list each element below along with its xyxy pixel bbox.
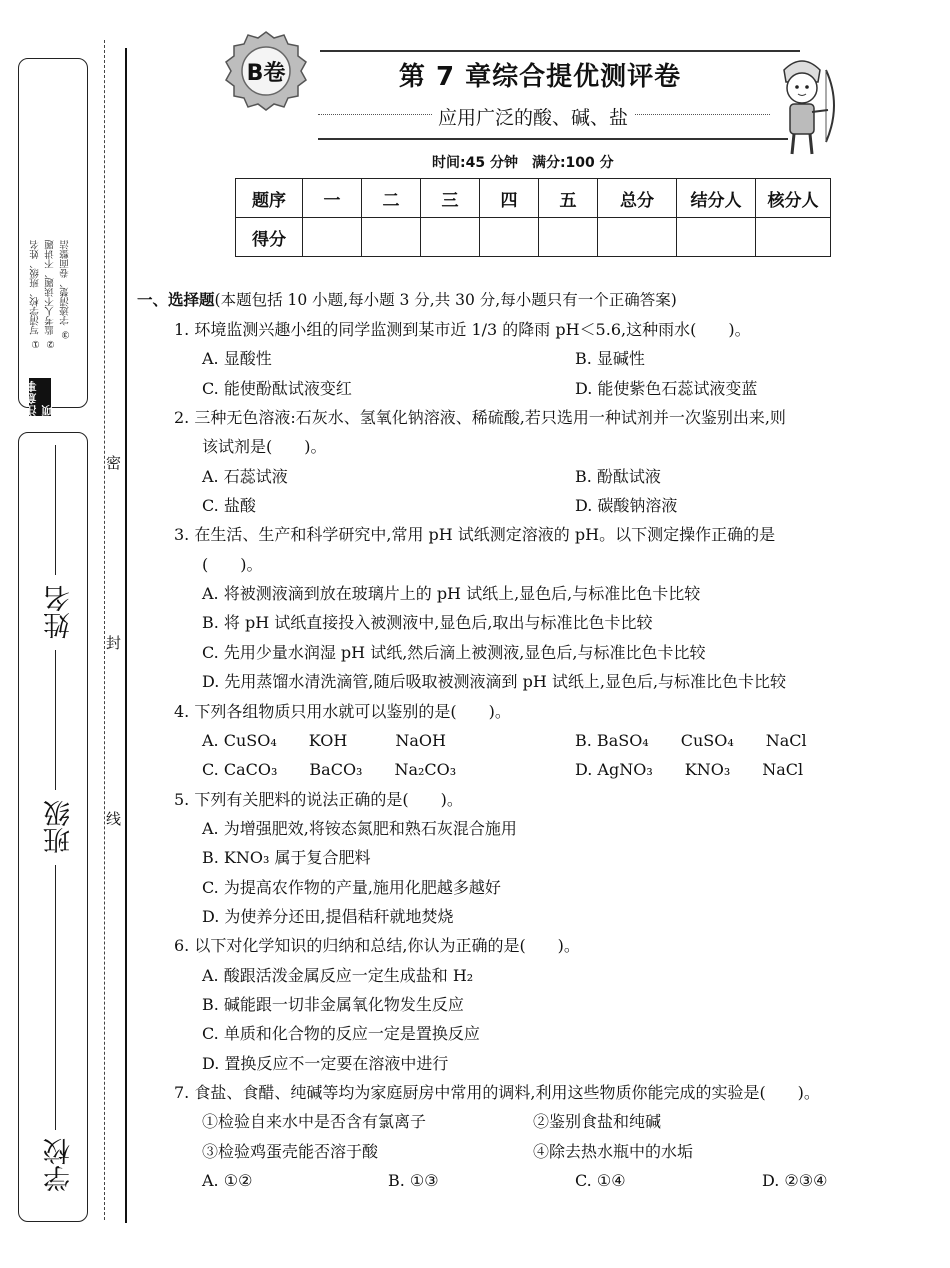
- notice-item-2: ② 监考人不读题、不讲题: [45, 240, 56, 350]
- q3-option-d: D. 先用蒸馏水清洗滴管,随后吸取被测液滴到 pH 试纸上,显色后,与标准比色卡比较: [202, 672, 787, 691]
- table-cell: 三: [421, 179, 480, 218]
- archer-mascot-illustration: [762, 50, 842, 162]
- question-1-stem: 1. 环境监测兴趣小组的同学监测到某市近 1/3 的降雨 pH＜5.6,这种雨水( )。: [174, 320, 751, 339]
- q1-option-d: D. 能使紫色石蕊试液变蓝: [575, 379, 758, 398]
- class-field-label: 班级: [44, 800, 75, 854]
- header-bottom-rule: [318, 138, 788, 140]
- q5-option-b: B. KNO₃ 属于复合肥料: [202, 848, 371, 867]
- table-cell: 核分人: [756, 179, 831, 218]
- name-field-line[interactable]: [55, 445, 56, 575]
- time-and-score-info: 时间:45 分钟 满分:100 分: [432, 155, 614, 171]
- table-cell: 总分: [598, 179, 677, 218]
- table-cell: 得分: [236, 218, 303, 257]
- q1-option-b: B. 显碱性: [575, 349, 645, 368]
- question-3-stem-line1: 3. 在生活、生产和科学研究中,常用 pH 试纸测定溶液的 pH。以下测定操作正确的是: [174, 525, 776, 544]
- score-cell[interactable]: [303, 218, 362, 257]
- q3-option-b: B. 将 pH 试纸直接投入被测液中,显色后,取出与标准比色卡比较: [202, 613, 653, 632]
- q6-option-c: C. 单质和化合物的反应一定是置换反应: [202, 1024, 480, 1043]
- question-7-stem: 7. 食盐、食醋、纯碱等均为家庭厨房中常用的调料,利用这些物质你能完成的实验是( )。: [174, 1083, 820, 1102]
- margin-rule: [125, 48, 127, 1223]
- question-5-stem: 5. 下列有关肥料的说法正确的是( )。: [174, 790, 463, 809]
- score-cell[interactable]: [421, 218, 480, 257]
- q5-option-c: C. 为提高农作物的产量,施用化肥越多越好: [202, 878, 501, 897]
- seal-char-feng: 封: [106, 634, 122, 652]
- q3-option-c: C. 先用少量水润湿 pH 试纸,然后滴上被测液,显色后,与标准比色卡比较: [202, 643, 706, 662]
- q5-option-d: D. 为使养分还田,提倡秸秆就地焚烧: [202, 907, 454, 926]
- q2-option-a: A. 石蕊试液: [202, 467, 288, 486]
- q7-option-b: B. ①③: [388, 1171, 439, 1190]
- table-cell: 二: [362, 179, 421, 218]
- q5-option-a: A. 为增强肥效,将铵态氮肥和熟石灰混合施用: [202, 819, 517, 838]
- q2-option-d: D. 碳酸钠溶液: [575, 496, 678, 515]
- notice-item-3: ③ 字迹清楚、卷面整洁: [60, 240, 71, 340]
- notice-box: [18, 58, 88, 408]
- question-2-stem-line2: 该试剂是( )。: [202, 437, 327, 456]
- school-field-label: 学校: [44, 1138, 75, 1192]
- section-heading: [137, 290, 677, 310]
- q1-option-a: A. 显酸性: [202, 349, 272, 368]
- q4-option-d: D. AgNO₃ KNO₃ NaCl: [575, 760, 804, 779]
- page-title: 第 7 章综合提优测评卷: [398, 62, 682, 92]
- section-note: (本题包括 10 小题,每小题 3 分,共 30 分,每小题只有一个正确答案): [214, 291, 677, 309]
- section-title: 一、选择题: [137, 291, 215, 309]
- score-table-score-row: [236, 218, 831, 257]
- seal-char-xian: 线: [106, 810, 122, 828]
- q7-item-3: ③检验鸡蛋壳能否溶于酸: [202, 1142, 379, 1161]
- notice-title: 注意事项: [25, 380, 54, 416]
- table-cell: 结分人: [677, 179, 756, 218]
- score-table: [235, 178, 831, 257]
- question-6-stem: 6. 以下对化学知识的归纳和总结,你认为正确的是( )。: [174, 936, 580, 955]
- score-cell[interactable]: [677, 218, 756, 257]
- q7-item-1: ①检验自来水中是否含有氯离子: [202, 1112, 427, 1131]
- q4-option-b: B. BaSO₄ CuSO₄ NaCl: [575, 731, 807, 750]
- table-cell: 一: [303, 179, 362, 218]
- seal-dashed-line: [104, 40, 105, 1220]
- table-cell: 题序: [236, 179, 303, 218]
- q7-option-a: A. ①②: [202, 1171, 253, 1190]
- score-cell[interactable]: [362, 218, 421, 257]
- b-paper-badge: [224, 30, 308, 114]
- score-cell[interactable]: [480, 218, 539, 257]
- seal-char-mi: 密: [106, 454, 122, 472]
- class-field-line[interactable]: [55, 650, 56, 790]
- q7-option-c: C. ①④: [575, 1171, 626, 1190]
- badge-label: B卷: [246, 61, 286, 86]
- name-field-label: 姓名: [44, 585, 75, 639]
- header-top-rule: [320, 50, 800, 52]
- page-subtitle: 应用广泛的酸、碱、盐: [432, 103, 634, 130]
- q1-option-c: C. 能使酚酞试液变红: [202, 379, 352, 398]
- q6-option-b: B. 碱能跟一切非金属氧化物发生反应: [202, 995, 464, 1014]
- q6-option-d: D. 置换反应不一定要在溶液中进行: [202, 1054, 449, 1073]
- q3-option-a: A. 将被测液滴到放在玻璃片上的 pH 试纸上,显色后,与标准比色卡比较: [202, 584, 701, 603]
- q7-item-2: ②鉴别食盐和纯碱: [533, 1112, 662, 1131]
- school-field-line[interactable]: [55, 865, 56, 1130]
- score-cell[interactable]: [598, 218, 677, 257]
- question-2-stem-line1: 2. 三种无色溶液:石灰水、氢氧化钠溶液、稀硫酸,若只选用一种试剂并一次鉴别出来,则: [174, 408, 786, 427]
- q4-option-a: A. CuSO₄ KOH NaOH: [202, 731, 446, 750]
- score-table-header-row: [236, 179, 831, 218]
- q2-option-c: C. 盐酸: [202, 496, 256, 515]
- question-3-stem-line2: ( )。: [202, 555, 263, 574]
- question-4-stem: 4. 下列各组物质只用水就可以鉴别的是( )。: [174, 702, 511, 721]
- q7-item-4: ④除去热水瓶中的水垢: [533, 1142, 694, 1161]
- score-cell[interactable]: [756, 218, 831, 257]
- q4-option-c: C. CaCO₃ BaCO₃ Na₂CO₃: [202, 760, 457, 779]
- table-cell: 五: [539, 179, 598, 218]
- score-cell[interactable]: [539, 218, 598, 257]
- q2-option-b: B. 酚酞试液: [575, 467, 661, 486]
- table-cell: 四: [480, 179, 539, 218]
- q7-option-d: D. ②③④: [762, 1171, 828, 1190]
- q6-option-a: A. 酸跟活泼金属反应一定生成盐和 H₂: [202, 966, 474, 985]
- notice-item-1: ① 写清学校、班级、姓名: [30, 240, 41, 350]
